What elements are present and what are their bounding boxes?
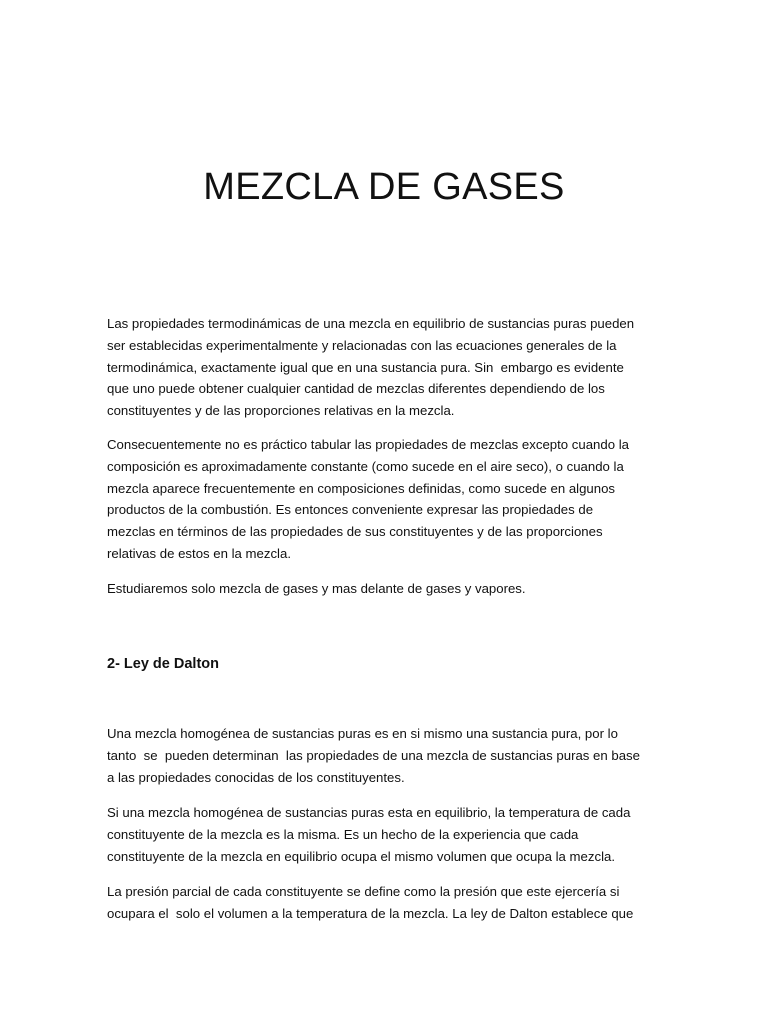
intro-paragraph-1 [107,313,667,422]
text-line: termodinámica, exactamente igual que en una sustancia pura. Sin embargo es evidente [107,359,624,375]
text-line: Una mezcla homogénea de sustancias puras es en si mismo una sustancia pura, por lo [107,726,618,741]
text-line: a las propiedades conocidas de los constituyentes. [107,769,405,785]
text-line: Consecuentemente no es práctico tabular las propiedades de mezclas excepto cuando la [107,437,629,452]
text-line: constituyente de la mezcla en equilibrio ocupa el mismo volumen que ocupa la mezcla. [107,848,615,864]
intro-paragraph-2 [107,434,667,565]
text-line: ser establecidas experimentalmente y relacionadas con las ecuaciones generales de la [107,337,617,353]
text-line: relativas de estos en la mezcla. [107,545,291,561]
text-line: constituyentes y de las proporciones relativas en la mezcla. [107,403,455,419]
text-line: Estudiaremos solo mezcla de gases y mas delante de gases y vapores. [107,581,526,596]
text-line: que uno puede obtener cualquier cantidad de mezclas diferentes dependiendo de los [107,381,605,397]
text-line: mezcla aparece frecuentemente en composiciones definidas, como sucede en algunos [107,480,616,496]
intro-paragraph-3 [107,578,667,600]
text-line: Si una mezcla homogénea de sustancias puras esta en equilibrio, la temperatura de cada [107,805,631,820]
section-heading: 2- Ley de Dalton [107,656,219,672]
section-paragraph-2 [107,802,667,867]
text-line: composición es aproximadamente constante (como sucede en el aire seco), o cuando la [107,458,624,474]
section-paragraph-3 [107,881,667,925]
text-line: constituyente de la mezcla es la misma. Es un hecho de la experiencia que cada [107,826,579,842]
text-line: La presión parcial de cada constituyente se define como la presión que este ejercería si [107,884,620,899]
text-line: productos de la combustión. Es entonces conveniente expresar las propiedades de [107,502,594,518]
text-line: Las propiedades termodinámicas de una mezcla en equilibrio de sustancias puras pueden [107,316,635,331]
text-line: ocupara el solo el volumen a la temperatura de la mezcla. La ley de Dalton establece que [107,905,634,921]
text-line: tanto se pueden determinan las propiedades de una mezcla de sustancias puras en base [107,747,640,763]
text-line: mezclas en términos de las propiedades de sus constituyentes y de las proporciones [107,524,603,540]
document-title: MEZCLA DE GASES [203,166,565,208]
section-paragraph-1 [107,723,667,788]
